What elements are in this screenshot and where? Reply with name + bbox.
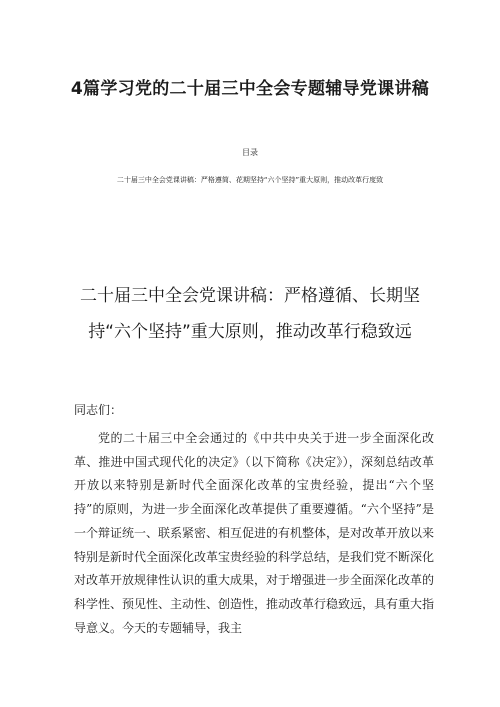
toc-heading: 目录	[242, 148, 258, 157]
toc-item[interactable]: 二十届三中全会党课讲稿：严格遵简、花期坚持“六个坚持”重大原则，推动改革行度致	[116, 176, 384, 184]
salutation: 同志们：	[74, 403, 123, 417]
article-title: 二十届三中全会党课讲稿：严格遵循、长期坚持“六个坚持”重大原则，推动改革行稳致远	[80, 286, 420, 342]
body-paragraph: 党的二十届三中全会通过的《中共中央关于进一步全面深化改革、推进中国式现代化的决定》（以下简称《决定》），深刻总结改革开放以来特别是新时代全面深化改革的宝贵经验，提出“六个坚持”的原则，为进一步全面深化改革提供了重要遵循。“六个坚持”是一个辩证统一、联系紧密、相互促进的有机整体，是对改革开放以来特别是新时代全面深化改革宝贵经验的科学总结，是我们党不断深化对改革开放规律性认识的重大成果，对于增强进一步全面深化改革的科学性、预见性、主动性、创造性，推动改革行稳致远，具有重大指导意义。今天的专题辅导，我主	[74, 431, 435, 635]
document-title: 4篇学习党的二十届三中全会专题辅导党课讲稿	[70, 79, 430, 99]
